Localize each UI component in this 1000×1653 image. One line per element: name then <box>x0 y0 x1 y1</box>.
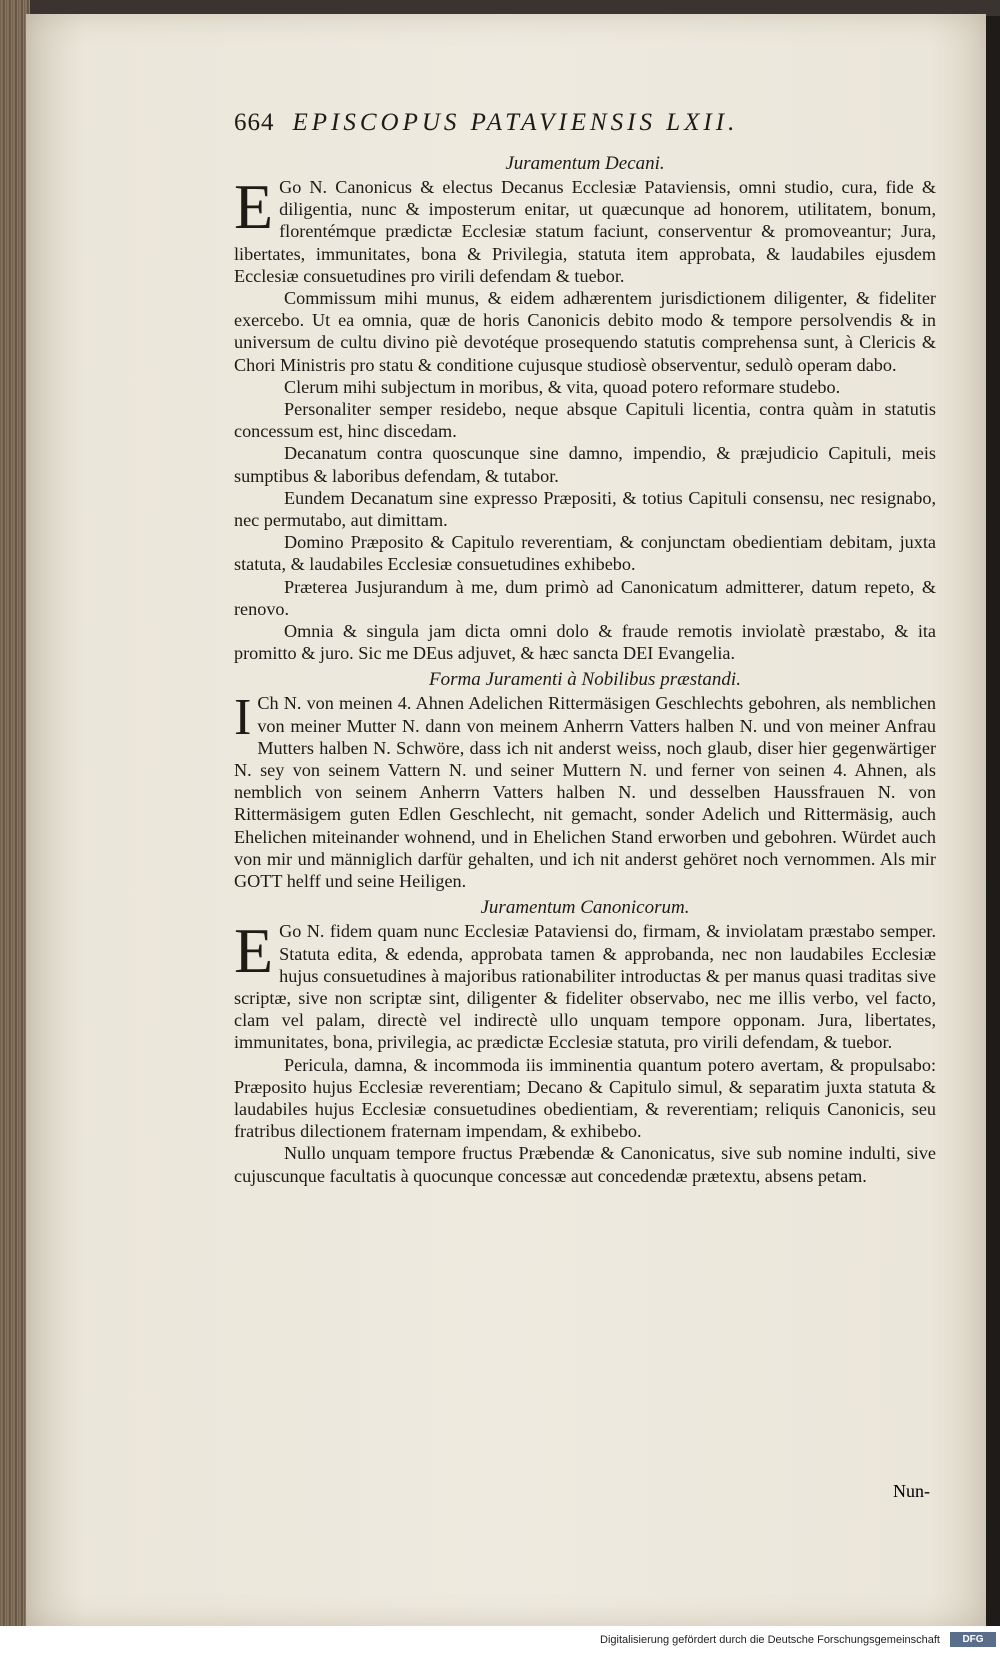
section-forma-juramenti <box>234 668 936 892</box>
section-juramentum-canonicorum <box>234 896 936 1186</box>
paragraph: Commissum mihi munus, & eidem adhærentem jurisdictionem diligenter, & fideliter exercebo. Ut ea omnia, quæ de horis Canonicis debito modo & tempore persolvendis & in universum de cultu divino piè devotéque prosequendo statutis comprehensa sunt, à Clericis & Chori Ministris pro statu & conditione cujusque studiosè observentur, sedulò operam dabo. <box>234 288 936 375</box>
page-content <box>234 109 936 1187</box>
drop-cap: I <box>234 689 252 747</box>
paragraph: Domino Præposito & Capitulo reverentiam, & conjunctam obedientiam debitam, juxta statuta, & laudabiles Ecclesiæ consuetudines exhibebo. <box>234 532 936 575</box>
paragraph: Pericula, damna, & incommoda iis imminentia quantum potero avertam, & propulsabo: Præposito hujus Ecclesiæ reverentiam; Decano & Capitulo simul, & separatim juxta statuta & laudabiles hujus Ecclesiæ consuetudines obedientiam, & reverentiam; reliquis Canonicis, seu fratribus dilectionem fraternam impendam, & exhibebo. <box>234 1054 936 1142</box>
footer-bar <box>0 1626 1000 1653</box>
section-title: Juramentum Decani. <box>505 153 665 174</box>
running-title: EPISCOPUS PATAVIENSIS LXII. <box>292 109 739 136</box>
drop-cap: E <box>234 915 274 987</box>
dfg-logo: DFG <box>950 1632 996 1647</box>
paragraph-text: Ch N. von meinen 4. Ahnen Adelichen Rittermäsigen Geschlechts gebohren, als nemblichen von meiner Mutter N. dann von meinem Anherrn Vatters halben N. und von meiner Anfrau Mutters halben N. Schwöre, dass ich nit anderst weiss, noch glaub, diser hier gegenwärtiger N. sey von seinem Vattern N. und seiner Muttern N. und ferner von seinen 4. Ahnen, als nemblich von seinem Anherrn Vatters halben N. und desselben Haussfrauen N. von Rittermäsigem guten Edlen Geschlecht, nit gemacht, sonder Adelich und Rittermäsig, auch Ehelichen miteinander wohnend, und in Ehelichen Stand erworben und gebohren. Würdet auch von mir und männiglich darfür gehalten, und ich nit anderst gehöret noch vernommen. Als mir GOTT helff und seine Heiligen. <box>234 693 936 892</box>
section-title: Forma Juramenti à Nobilibus præstandi. <box>429 669 741 691</box>
paragraph-text: Go N. Canonicus & electus Decanus Ecclesiæ Pataviensis, omni studio, cura, fide & diligentia, nunc & imposterum enitar, ut quæcunque ad honorem, utilitatem, bonum, florentémque prædictæ Ecclesiæ statum faciunt, conserventur & promoveantur; Jura, libertates, immunitates, bona & Privilegia, statuta item approbata, & laudabiles ejusdem Ecclesiæ consuetudines pro virili defendam & tuebor. <box>234 177 936 286</box>
paragraph: Nullo unquam tempore fructus Præbendæ & Canonicatus, sive sub nomine indulti, sive cujuscunque facultatis à quocunque concessæ aut concedendæ prætextu, absens petam. <box>234 1143 936 1186</box>
page-number: 664 <box>234 109 275 136</box>
paragraph: Eundem Decanatum sine expresso Præpositi, & totius Capituli consensu, nec resignabo, nec permutabo, aut dimittam. <box>234 487 936 531</box>
paragraph <box>234 689 936 892</box>
paragraph: Clerum mihi subjectum in moribus, & vita, quoad potero reformare studebo. <box>284 376 841 397</box>
paragraph: Præterea Jusjurandum à me, dum primò ad Canonicatum admitterer, datum repeto, & renovo. <box>234 576 936 619</box>
paragraph: Omnia & singula jam dicta omni dolo & fraude remotis inviolatè præstabo, & ita promitto & juro. Sic me DEus adjuvet, & hæc sancta DEI Evangelia. <box>234 621 936 664</box>
paragraph: Decanatum contra quoscunque sine damno, impendio, & præjudicio Capituli, meis sumptibus & laboribus defendam, & tutabor. <box>234 443 936 486</box>
page-header <box>234 109 936 152</box>
paragraph <box>234 915 936 1053</box>
funding-notice: Digitalisierung gefördert durch die Deutsche Forschungsgemeinschaft <box>600 1634 940 1646</box>
paragraph: Personaliter semper residebo, neque absque Capituli licentia, contra quàm in statutis concessum est, hinc discedam. <box>234 399 936 442</box>
paragraph-text: Go N. fidem quam nunc Ecclesiæ Pataviensi do, firmam, & inviolatam præstabo semper. Statuta edita, & edenda, approbata tamen & approbanda, nec non laudabiles Ecclesiæ hujus consuetudines à majoribus rationabiliter introductas & per manus quasi traditas sive scriptæ, sive non scriptæ sint, diligenter & fideliter observabo, nec me illis verbo, vel facto, clam vel palam, directè vel indirectè ullo unquam tempore opponam. Jura, libertates, immunitates, bona, privilegia, ac prædictæ Ecclesiæ statuta, pro virili defendam, & tuebor. <box>234 921 936 1053</box>
section-title: Juramentum Canonicorum. <box>480 897 690 919</box>
paragraph <box>234 171 936 287</box>
section-juramentum-decani <box>234 152 936 664</box>
drop-cap: E <box>234 171 274 242</box>
catchword: Nun- <box>893 1481 930 1501</box>
